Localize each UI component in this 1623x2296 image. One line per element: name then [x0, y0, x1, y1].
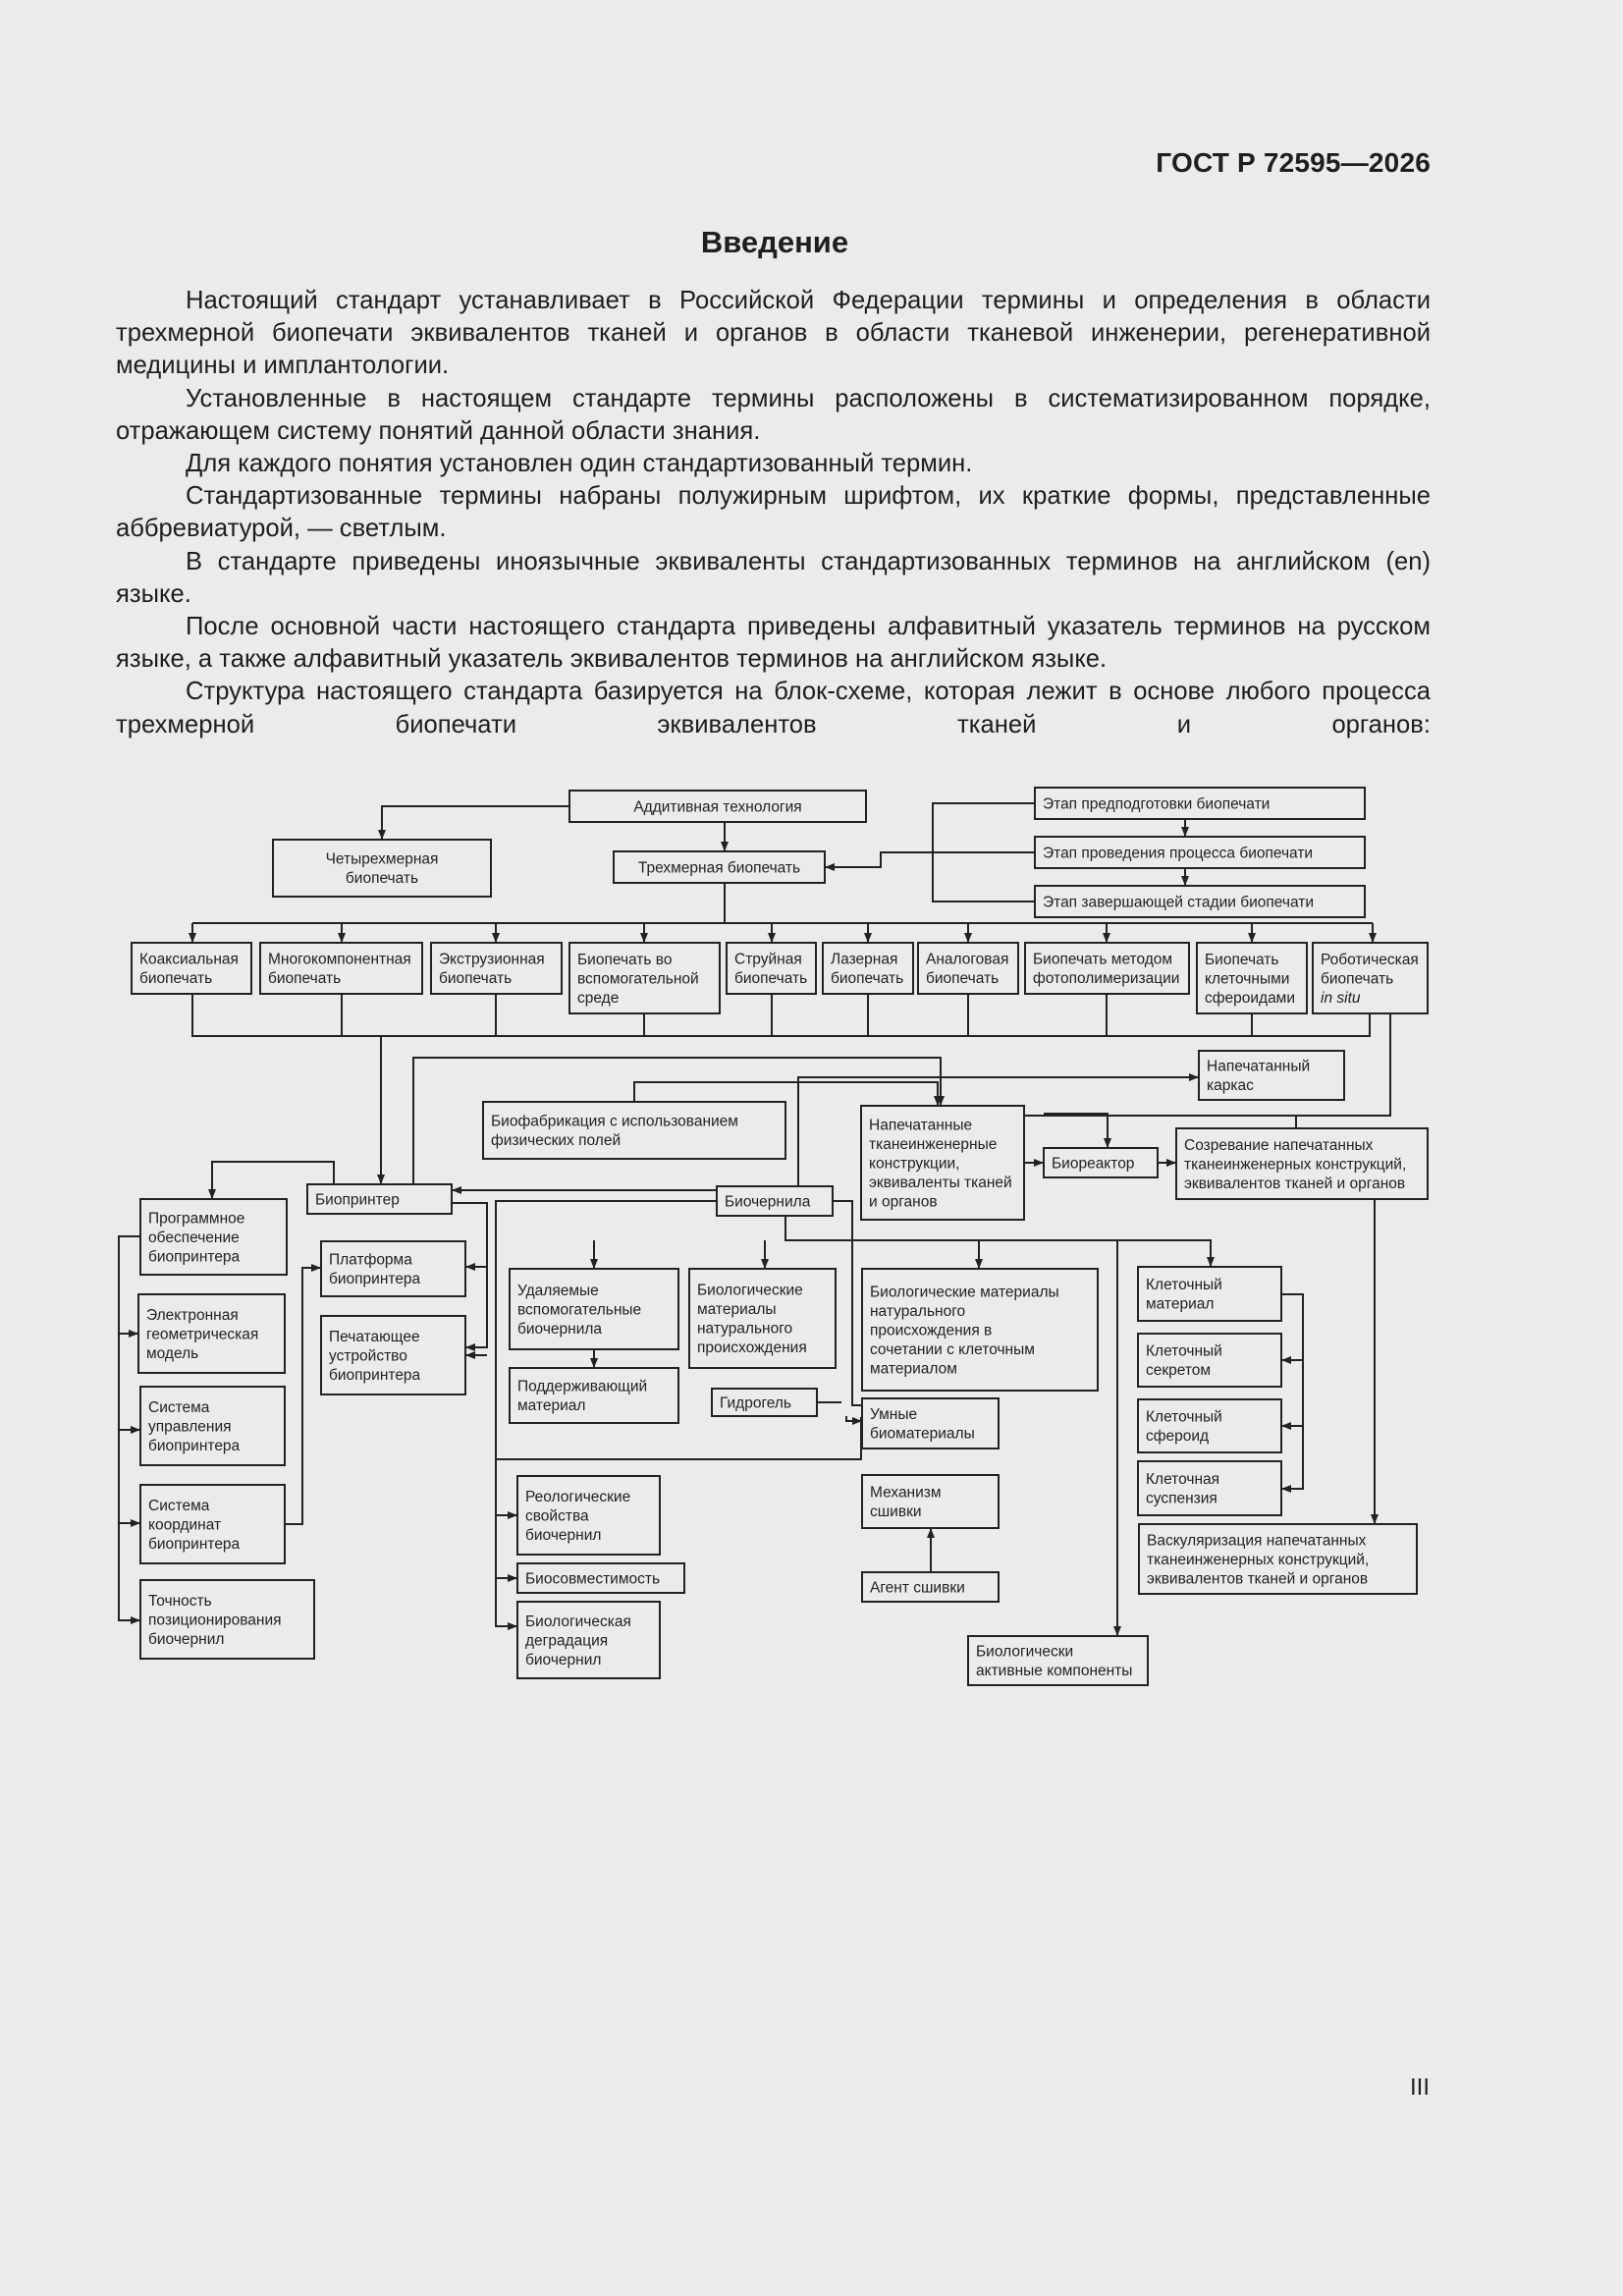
flowchart-node-label: координат [148, 1516, 222, 1534]
flowchart-node-printhead [321, 1316, 465, 1394]
flowchart-node-label: Лазерная [831, 951, 898, 968]
flowchart-node-label: позиционирования [148, 1612, 282, 1629]
flowchart-node-label: суспензия [1146, 1490, 1217, 1507]
intro-paragraph: Для каждого понятия установлен один стандартизованный термин. [186, 450, 973, 478]
flowchart-node-label: сфероид [1146, 1428, 1210, 1446]
flowchart-node-label: Поддерживающий [517, 1378, 648, 1395]
flowchart-node-aux-medium [569, 943, 720, 1013]
flowchart-box [483, 1102, 785, 1159]
flowchart-node-natural-cells [862, 1269, 1098, 1391]
flowchart-node-label: эквиваленты тканей [869, 1174, 1012, 1191]
flowchart-node-label: и органов [869, 1193, 938, 1211]
flowchart-node-constructs [861, 1106, 1024, 1220]
flowchart-node-cell-suspension [1138, 1461, 1281, 1515]
flowchart-node-active [968, 1636, 1148, 1685]
flowchart-node-stage-final [1035, 886, 1365, 917]
flowchart-node-label: деградация [525, 1632, 609, 1650]
intro-paragraph: После основной части настоящего стандарта приведены алфавитный указатель терминов на русском языке, а также алфавитный указатель эквивалентов терминов на английском языке. [116, 613, 1431, 674]
flowchart-node-label: Система [148, 1497, 210, 1514]
flowchart-connector [846, 1416, 862, 1421]
flowchart-node-label: эквивалентов тканей и органов [1147, 1570, 1369, 1588]
flowchart-node-label: Биологические [697, 1282, 803, 1299]
flowchart-node-label: тканеинженерных конструкций, [1184, 1156, 1407, 1174]
flowchart-node-label: Биологическая [525, 1613, 631, 1630]
flowchart-node-label: Коаксиальная [139, 951, 239, 968]
flowchart-node-label: тканеинженерных конструкций, [1147, 1551, 1370, 1568]
flowchart-node-label: вспомогательные [517, 1301, 642, 1319]
flowchart-node-label: Агент сшивки [870, 1579, 965, 1597]
flowchart-node-label: биопечать [345, 870, 419, 888]
flowchart-node-label: Аналоговая [926, 951, 1009, 968]
flowchart-node-biocompat [517, 1563, 684, 1593]
flowchart-node-label: Удаляемые [517, 1282, 599, 1299]
flowchart-node-additive [569, 791, 866, 822]
flowchart-node-label: Биосовместимость [525, 1570, 661, 1588]
flowchart-connector [1044, 1114, 1108, 1148]
flowchart-box [273, 840, 491, 897]
flowchart-node-agent [862, 1572, 999, 1602]
flowchart-node-label: Клеточный [1146, 1277, 1222, 1294]
flowchart-node-label: секретом [1146, 1362, 1212, 1380]
flowchart-node-label: Биопечать [1205, 951, 1279, 968]
flowchart-node-jet [727, 943, 816, 994]
flowchart-node-label: материалы [697, 1301, 777, 1319]
flowchart-node-scaffold [1199, 1051, 1344, 1100]
flowchart-node-hydrogel [712, 1389, 817, 1416]
intro-paragraph: Структура настоящего стандарта базируется на блок-схеме, которая лежит в основе любого процесса трехмерной биопечати эквивалентов тканей и органов: [116, 678, 1431, 738]
introduction-text [116, 285, 1431, 741]
flowchart-node-label: Электронная [146, 1306, 239, 1324]
flowchart-node-label: свойства [525, 1507, 589, 1525]
flowchart-node-smart [862, 1398, 999, 1449]
flowchart-node-label: биопечать [268, 970, 342, 988]
flowchart-box [510, 1368, 678, 1423]
flowchart-node-label: Клеточный [1146, 1408, 1222, 1426]
flowchart-node-label: фотополимеризации [1033, 970, 1180, 988]
flowchart-node-label: биопринтера [148, 1248, 241, 1266]
flowchart-node-label: сшивки [870, 1503, 922, 1521]
flowchart-node-label: биопечать [1321, 970, 1394, 988]
flowchart-node-spheroids [1197, 943, 1307, 1013]
flowchart-node-label: Механизм [870, 1484, 942, 1502]
flowchart-node-label: Этап проведения процесса биопечати [1043, 845, 1314, 862]
flowchart-node-label: сочетании с клеточным [870, 1340, 1035, 1358]
flowchart-node-label: физических полей [491, 1132, 622, 1150]
flowchart-node-label: Биопринтер [315, 1191, 400, 1209]
flowchart-node-bioink [717, 1186, 833, 1216]
flowchart-node-label: биопринтера [329, 1366, 421, 1384]
flowchart-node-crosslink [862, 1475, 999, 1528]
flowchart-node-label: Васкуляризация напечатанных [1147, 1532, 1367, 1550]
flowchart-connector [825, 852, 1035, 867]
flowchart-node-label: Печатающее [329, 1328, 420, 1345]
flowchart-node-label: биопринтера [329, 1271, 421, 1288]
flowchart-node-support [510, 1368, 678, 1423]
flowchart-node-label: геометрическая [146, 1326, 259, 1343]
section-title: Введение [700, 225, 849, 259]
intro-paragraph: Настоящий стандарт устанавливает в Российской Федерации термины и определения в области трехмерной биопечати эквивалентов тканей и органов в области тканевой инженерии, регенеративной медицины и имплантологии. [116, 287, 1431, 380]
flowchart-node-cell-secretome [1138, 1334, 1281, 1387]
flowchart-connector [833, 1201, 862, 1405]
flowchart-node-label: клеточными [1205, 970, 1290, 988]
flowchart-node-label: Биофабрикация с использованием [491, 1113, 738, 1130]
intro-paragraph: Установленные в настоящем стандарте термины расположены в систематизированном порядке, отражающем систему понятий данной области знания. [116, 384, 1431, 445]
flowchart-node-vascular [1139, 1524, 1417, 1594]
flowchart-node-label: натурального [697, 1320, 793, 1338]
flowchart-node-label: устройство [329, 1347, 407, 1365]
intro-paragraph: В стандарте приведены иноязычные эквиваленты стандартизованных терминов на английском (en) языке. [116, 547, 1431, 608]
flowchart-node-label: биопринтера [148, 1535, 241, 1553]
flowchart-node-label: Биочернила [725, 1193, 811, 1211]
flowchart-node-label: биочернила [517, 1320, 603, 1338]
flowchart-connector [1281, 1294, 1303, 1489]
flowchart-node-label: Многокомпонентная [268, 951, 411, 968]
flowchart-node-laser [823, 943, 913, 994]
flowchart-node-label: Биопечать методом [1033, 951, 1173, 968]
flowchart-node-control [140, 1387, 285, 1465]
flowchart-node-label: вспомогательной [577, 970, 699, 988]
flowchart-node-label: Четырехмерная [325, 850, 439, 868]
flowchart-node-label: модель [146, 1344, 199, 1362]
flowchart-node-stage-process [1035, 837, 1365, 868]
flowchart-node-label: Созревание напечатанных [1184, 1136, 1374, 1154]
flowchart-node-label: Платформа [329, 1251, 412, 1269]
flowchart-node-platform [321, 1241, 465, 1296]
flowchart-node-analog [918, 943, 1018, 994]
flowchart-node-label: Напечатанный [1207, 1058, 1311, 1075]
flowchart-node-label: активные компоненты [976, 1663, 1133, 1680]
flowchart-node-label: материалом [870, 1360, 957, 1378]
structure-flowchart [118, 776, 1434, 1699]
flowchart-connector [382, 806, 569, 840]
flowchart-node-label: биопечать [439, 970, 513, 988]
flowchart-node-label: биопечать [139, 970, 213, 988]
flowchart-node-label: тканеинженерные [869, 1135, 998, 1153]
flowchart-node-stage-pre [1035, 788, 1365, 819]
flowchart-node-label: Гидрогель [720, 1394, 792, 1412]
flowchart-node-label: Аддитивная технология [633, 798, 802, 816]
flowchart-node-threed [614, 851, 825, 883]
flowchart-node-bioreactor [1044, 1148, 1158, 1177]
flowchart-node-cell-spheroid [1138, 1399, 1281, 1452]
flowchart-node-label: Точность [148, 1592, 212, 1610]
flowchart-node-label: биочернил [148, 1630, 225, 1648]
flowchart-node-coaxial [132, 943, 251, 994]
flowchart-node-biofab [483, 1102, 785, 1159]
flowchart-node-label: Этап завершающей стадии биопечати [1043, 894, 1314, 911]
flowchart-node-maturation [1176, 1128, 1428, 1199]
flowchart-box [1138, 1267, 1281, 1321]
flowchart-node-photopoly [1025, 943, 1189, 994]
flowchart-connector [119, 1236, 140, 1620]
flowchart-node-label: биопечать [734, 970, 808, 988]
flowchart-node-label: сфероидами [1205, 989, 1296, 1007]
flowchart-node-label: in situ [1321, 989, 1361, 1007]
flowchart-node-coords [140, 1485, 285, 1563]
flowchart-node-extrusion [431, 943, 562, 994]
flowchart-node-label: Трехмерная биопечать [637, 859, 801, 877]
flowchart-node-accuracy [140, 1580, 314, 1659]
flowchart-svg [118, 776, 1434, 1699]
flowchart-node-label: Биореактор [1052, 1155, 1135, 1173]
flowchart-node-label: среде [577, 989, 620, 1007]
flowchart-node-removable [510, 1269, 678, 1349]
flowchart-node-label: происхождения в [870, 1322, 993, 1339]
flowchart-connector [933, 806, 1035, 902]
flowchart-node-natural [689, 1269, 836, 1368]
document-id: ГОСТ Р 72595—2026 [1156, 147, 1431, 178]
flowchart-node-label: Биологически [976, 1643, 1074, 1661]
flowchart-node-label: Напечатанные [869, 1117, 973, 1134]
flowchart-node-label: Система [148, 1398, 210, 1416]
flowchart-node-rheology [517, 1476, 660, 1555]
flowchart-node-cell-material [1138, 1267, 1281, 1321]
flowchart-node-label: биочернил [525, 1526, 602, 1544]
flowchart-node-label: конструкции, [869, 1155, 960, 1173]
page-number: III [1409, 2074, 1430, 2101]
flowchart-node-label: обеспечение [148, 1229, 240, 1246]
flowchart-node-label: Клеточная [1146, 1471, 1220, 1489]
flowchart-node-label: Клеточный [1146, 1342, 1222, 1360]
flowchart-node-label: Этап предподготовки биопечати [1043, 795, 1271, 813]
flowchart-node-multicomp [260, 943, 422, 994]
flowchart-node-fourd [273, 840, 491, 897]
flowchart-node-label: натурального [870, 1302, 966, 1320]
flowchart-node-robotic [1313, 943, 1428, 1013]
flowchart-node-geomodel [138, 1294, 285, 1373]
flowchart-connector [192, 994, 1370, 1036]
flowchart-connector [785, 1216, 1211, 1267]
flowchart-node-label: биопечать [831, 970, 904, 988]
flowchart-node-label: биопечать [926, 970, 1000, 988]
flowchart-node-software [140, 1199, 287, 1275]
flowchart-node-degradation [517, 1602, 660, 1678]
flowchart-node-label: Реологические [525, 1488, 631, 1505]
flowchart-node-label: Биопечать во [577, 951, 673, 968]
flowchart-node-label: биоматериалы [870, 1425, 975, 1443]
flowchart-node-label: Роботическая [1321, 951, 1419, 968]
flowchart-node-label: биопринтера [148, 1437, 241, 1454]
flowchart-node-label: управления [148, 1418, 232, 1436]
flowchart-node-bioprinter [307, 1184, 452, 1214]
flowchart-node-label: каркас [1207, 1077, 1254, 1095]
flowchart-connector [285, 1268, 321, 1524]
flowchart-node-label: происхождения [697, 1339, 807, 1357]
flowchart-box [1138, 1461, 1281, 1515]
flowchart-node-label: биочернил [525, 1651, 602, 1668]
flowchart-node-label: Струйная [734, 951, 802, 968]
flowchart-box [321, 1241, 465, 1296]
flowchart-node-label: Программное [148, 1210, 245, 1228]
flowchart-node-label: материал [517, 1397, 586, 1415]
flowchart-node-label: материал [1146, 1295, 1215, 1313]
flowchart-connector [933, 803, 1035, 806]
flowchart-node-label: Биологические материалы [870, 1284, 1059, 1301]
flowchart-node-label: Экструзионная [439, 951, 545, 968]
flowchart-node-label: Умные [870, 1406, 918, 1424]
flowchart-node-label: эквивалентов тканей и органов [1184, 1175, 1406, 1192]
intro-paragraph: Стандартизованные термины набраны полужирным шрифтом, их краткие формы, представленные аббревиатурой, — светлым. [116, 482, 1431, 543]
